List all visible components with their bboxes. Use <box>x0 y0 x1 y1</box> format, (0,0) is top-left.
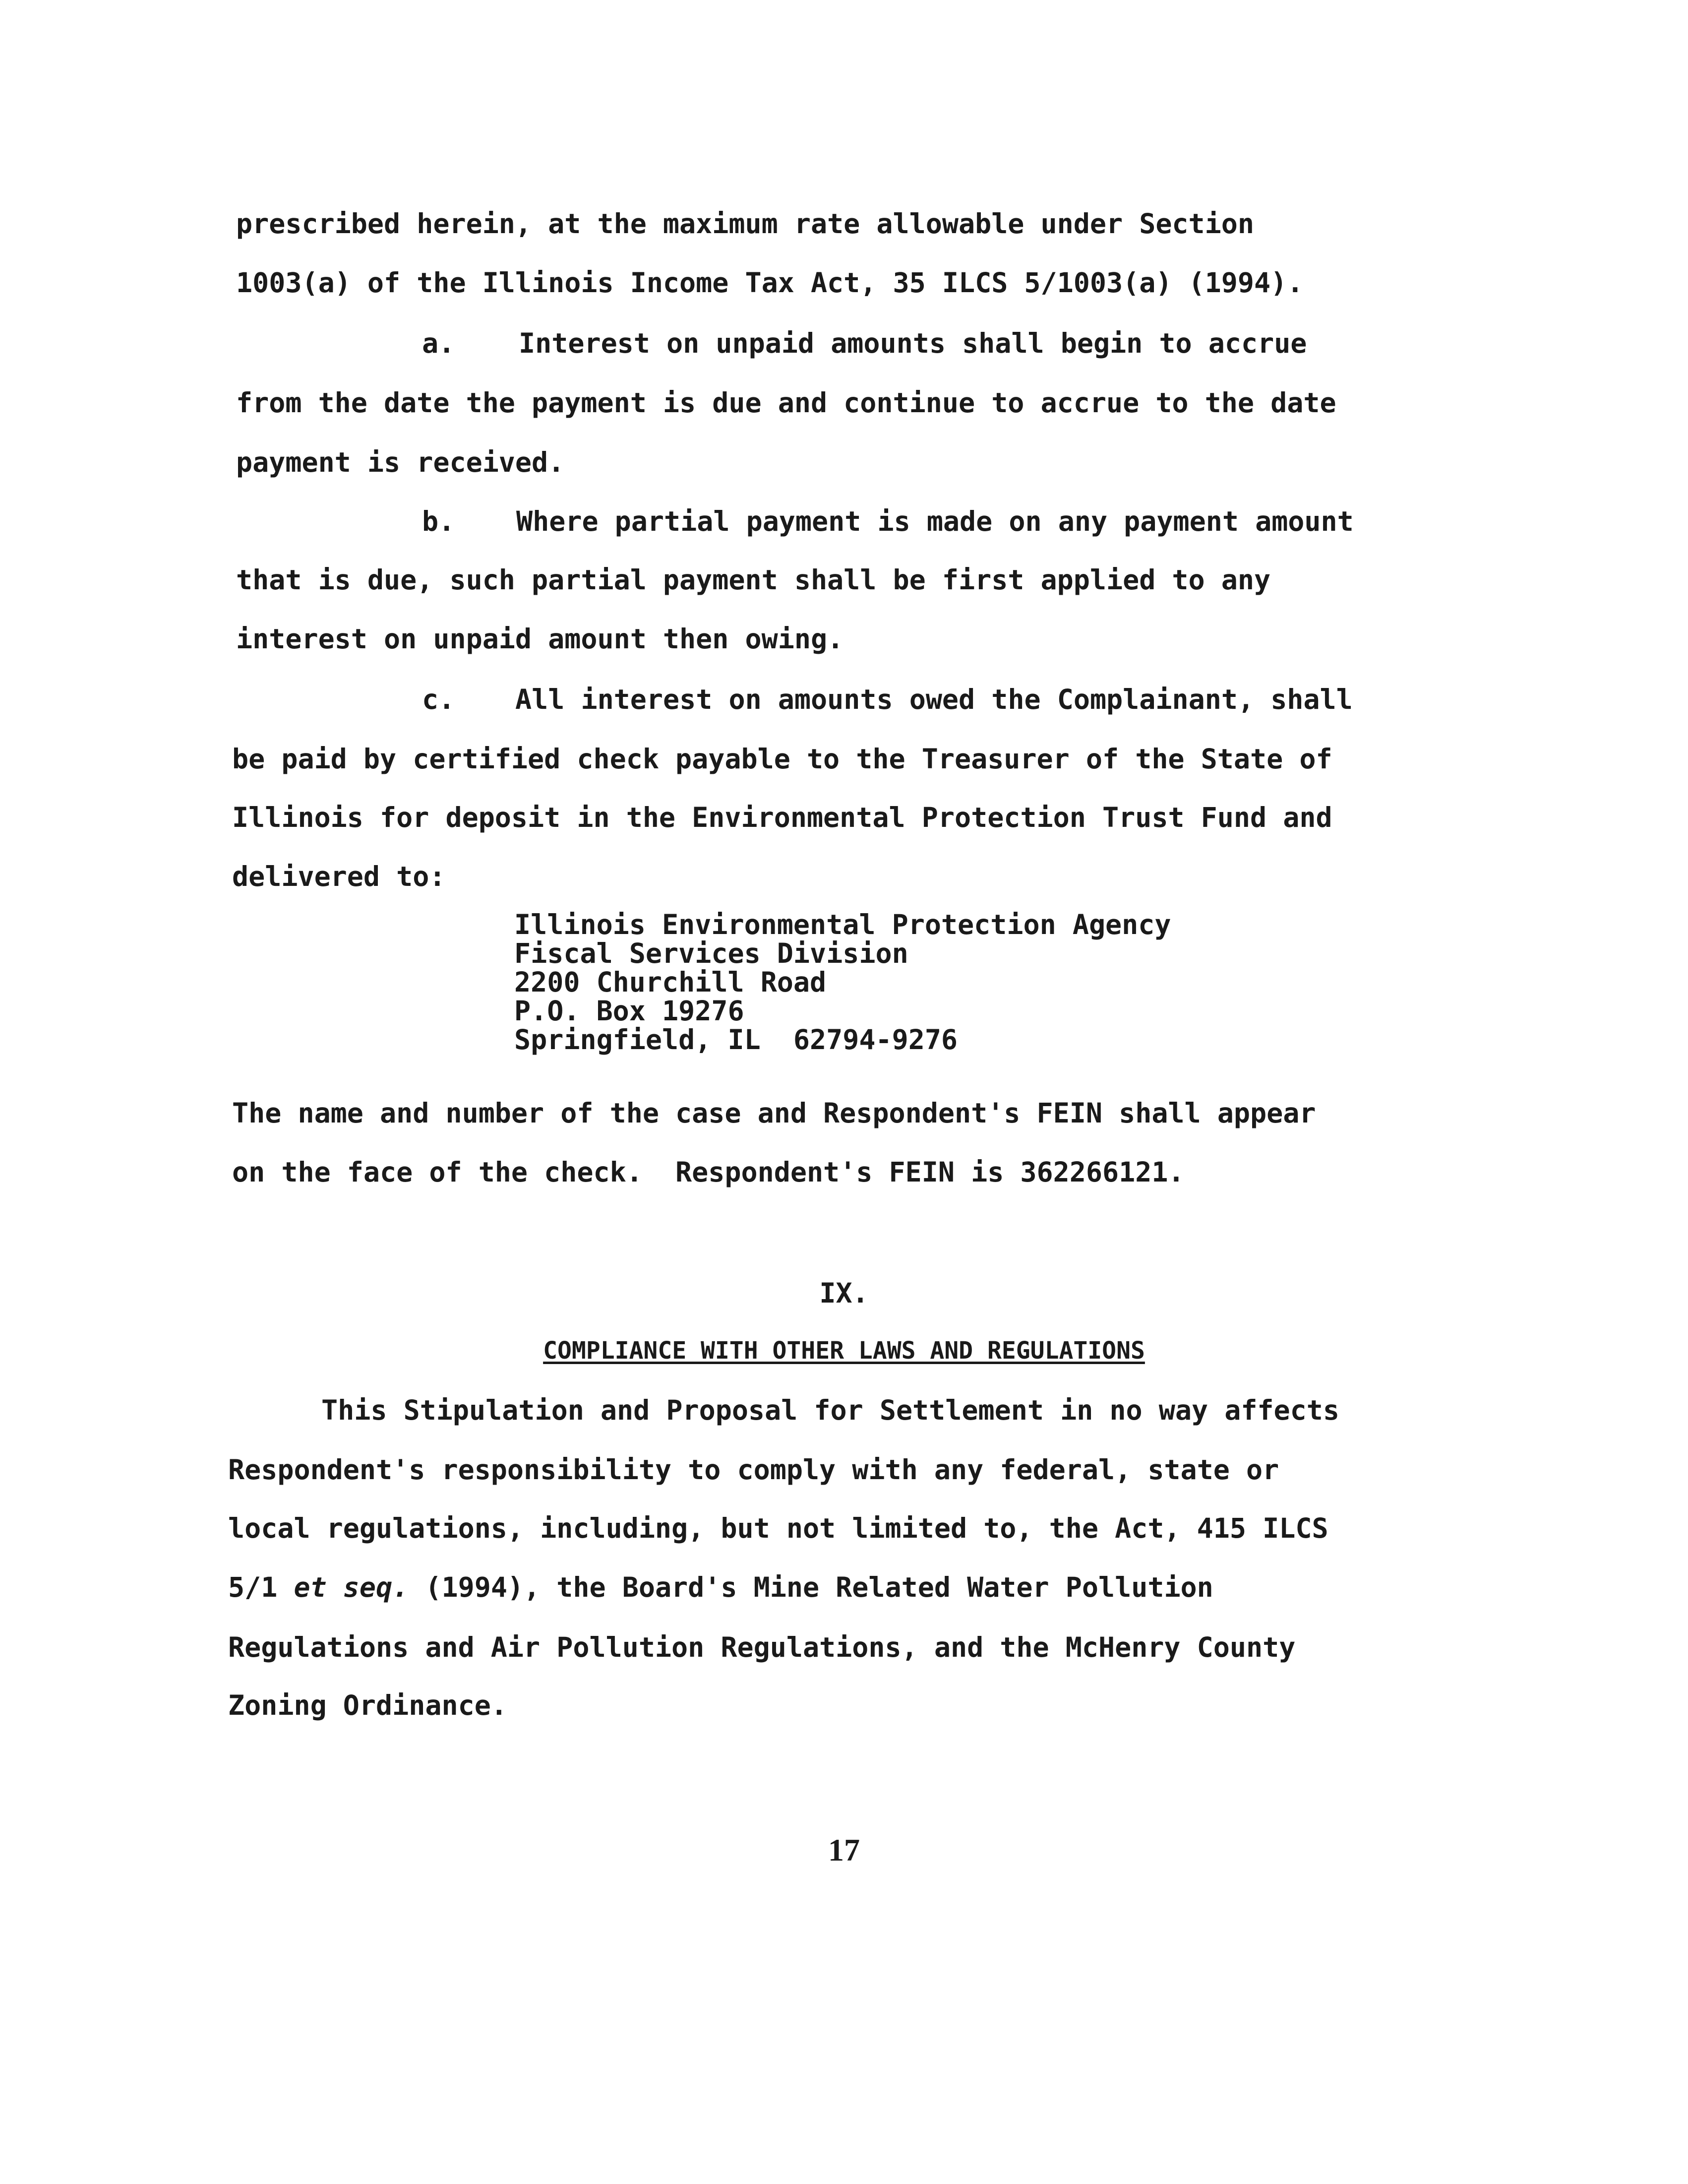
section-title: COMPLIANCE WITH OTHER LAWS AND REGULATIONS <box>543 1337 1145 1365</box>
address-line: Springfield, IL 62794-9276 <box>514 1024 958 1056</box>
text-line: The name and number of the case and Respondent's FEIN shall appear <box>232 1097 1316 1129</box>
text-line: interest on unpaid amount then owing. <box>236 623 844 655</box>
page-number: 17 <box>828 1832 860 1868</box>
text-line: be paid by certified check payable to the Treasurer of the State of <box>232 743 1332 775</box>
text-line: prescribed herein, at the maximum rate allowable under Section <box>236 208 1254 240</box>
citation-italic: et seq. <box>294 1571 409 1603</box>
text-line: Respondent's responsibility to comply with any federal, state or <box>228 1454 1279 1486</box>
address-block <box>514 910 1171 1054</box>
address-line: 2200 Churchill Road <box>514 966 827 998</box>
text-line: Where partial payment is made on any payment amount <box>516 505 1354 537</box>
text-line: Illinois for deposit in the Environmental Protection Trust Fund and <box>232 802 1332 833</box>
text-line: Regulations and Air Pollution Regulations, and the McHenry County <box>228 1631 1296 1663</box>
citation-suffix: (1994), the Board's Mine Related Water Pollution <box>409 1571 1213 1603</box>
text-line: 1003(a) of the Illinois Income Tax Act, 35 ILCS 5/1003(a) (1994). <box>236 267 1304 299</box>
text-line: that is due, such partial payment shall be first applied to any <box>236 564 1271 596</box>
text-line-citation <box>228 1570 1213 1605</box>
text-line: on the face of the check. Respondent's FEIN is 362266121. <box>232 1156 1185 1188</box>
text-line: local regulations, including, but not limited to, the Act, 415 ILCS <box>228 1512 1328 1544</box>
list-marker: a. <box>422 327 455 359</box>
text-line: payment is received. <box>236 446 565 478</box>
text-line: delivered to: <box>232 861 446 892</box>
text-line: Zoning Ordinance. <box>228 1689 507 1721</box>
address-line: Fiscal Services Division <box>514 937 908 969</box>
section-number: IX. <box>819 1277 869 1309</box>
address-line: P.O. Box 19276 <box>514 995 744 1027</box>
text-line: This Stipulation and Proposal for Settlement in no way affects <box>321 1394 1339 1426</box>
text-line: Interest on unpaid amounts shall begin to accrue <box>519 327 1307 359</box>
address-line: Illinois Environmental Protection Agency <box>514 909 1171 940</box>
text-line: from the date the payment is due and continue to accrue to the date <box>236 387 1336 419</box>
list-marker: b. <box>422 505 455 537</box>
citation-prefix: 5/1 <box>228 1571 294 1603</box>
list-marker: c. <box>422 684 455 715</box>
text-line: All interest on amounts owed the Complainant, shall <box>515 684 1353 715</box>
